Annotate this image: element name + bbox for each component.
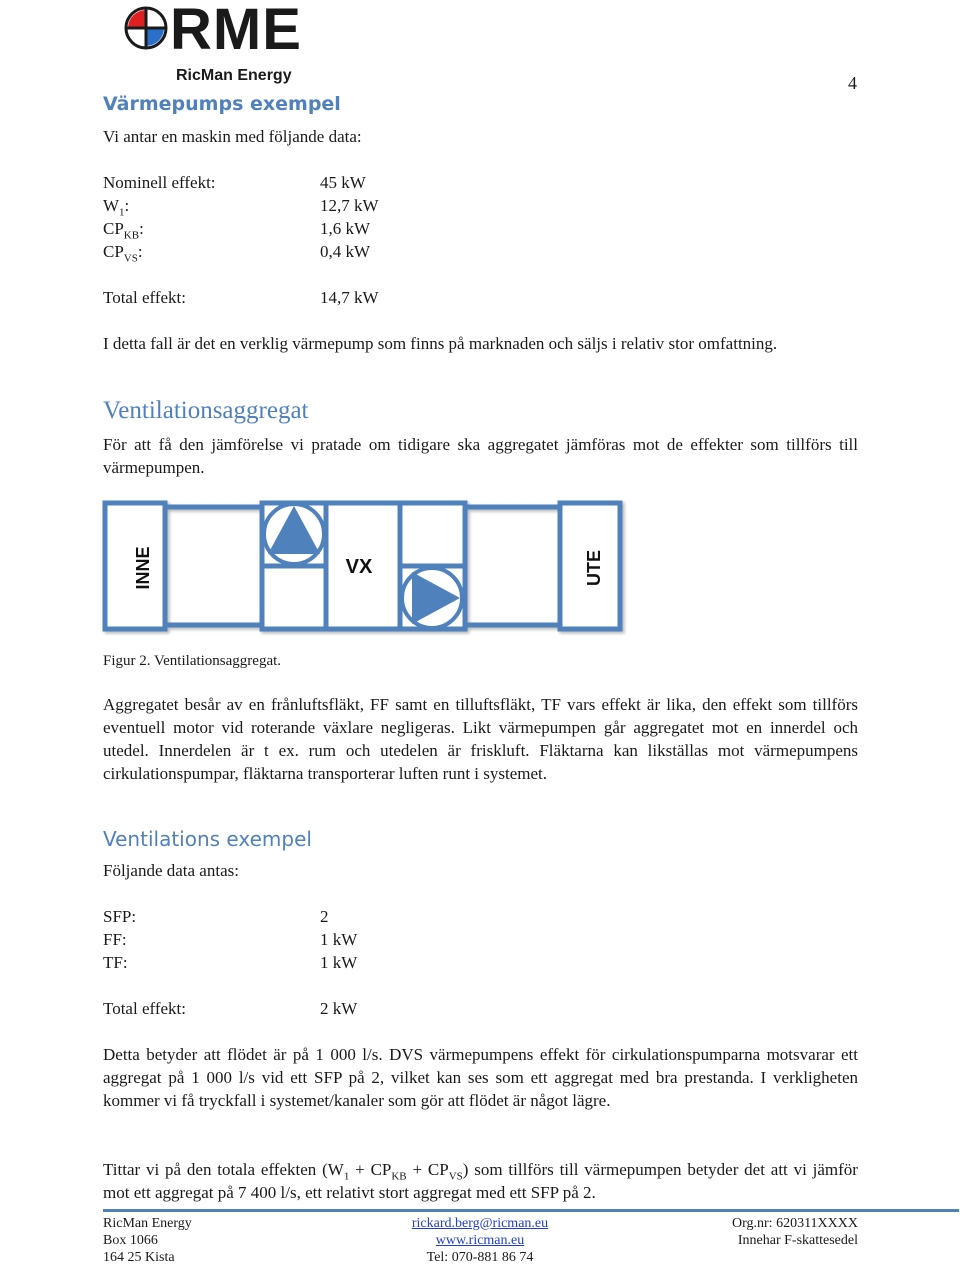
row-value: 2 <box>320 907 329 926</box>
section-heading-heatpump: Värmepumps exempel <box>103 93 341 115</box>
total-value: 14,7 kW <box>320 288 379 307</box>
footer-city: 164 25 Kista <box>103 1250 175 1265</box>
section-intro: Vi antar en maskin med följande data: <box>103 127 362 146</box>
footer-company: RicMan Energy <box>103 1216 192 1231</box>
page-number: 4 <box>848 73 857 93</box>
logo-emblem <box>124 6 168 50</box>
row-label: $CP_{VS}$: <box>103 242 143 265</box>
footer-divider <box>103 1209 959 1212</box>
footer-tax: Innehar F-skattesedel <box>737 1233 858 1248</box>
row-label: FF: <box>103 930 127 949</box>
label-vx: VX <box>345 556 373 578</box>
section-intro: Följande data antas: <box>103 861 239 880</box>
paragraph: För att få den jämförelse vi pratade om tidigare ska aggregatet jämföras mot de effekter som tillförs till värmepumpen. <box>103 435 858 477</box>
row-label: $W_1$: <box>103 196 130 219</box>
footer-right <box>680 1215 858 1249</box>
logo-subtitle: RicMan Energy <box>176 67 292 84</box>
label-ute: UTE <box>584 550 604 586</box>
paragraph-final: Tittar vi på den totala effekten $(W_1 + CP_{KB} + CP_{VS})$ som tillförs till värmepumpen betyder det att vi jämför mot ett aggregat på 7 400 l/s, ett relativt stort aggregat med ett SFP på 2. <box>103 1160 858 1202</box>
row-value: 1 kW <box>320 953 358 972</box>
paragraph: I detta fall är det en verklig värmepump som finns på marknaden och säljs i relativ stor omfattning. <box>103 334 778 353</box>
row-value: 1,6 kW <box>320 219 371 238</box>
section-heading-ventilation-example: Ventilations exempel <box>103 827 312 851</box>
footer-box: Box 1066 <box>103 1233 158 1248</box>
label-inne: INNE <box>133 546 153 590</box>
row-label: TF: <box>103 953 128 972</box>
footer-left <box>103 1215 192 1266</box>
total-label: Total effekt: <box>103 999 186 1018</box>
footer-web-link[interactable]: www.ricman.eu <box>435 1233 525 1248</box>
row-label: Nominell effekt: <box>103 173 216 192</box>
ventilation-diagram <box>100 498 630 638</box>
footer-center <box>380 1215 580 1266</box>
company-logo <box>124 0 314 88</box>
row-value: 45 kW <box>320 173 366 192</box>
total-value: 2 kW <box>320 999 358 1018</box>
figure-caption: Figur 2. Ventilationsaggregat. <box>103 653 282 669</box>
total-label: Total effekt: <box>103 288 186 307</box>
paragraph: Detta betyder att flödet är på 1 000 l/s. DVS värmepumpens effekt för cirkulationspumparna motsvarar ett aggregat på 1 000 l/s vid ett SFP på 2, vilket kan ses som ett aggregat med bra prestanda. I verkligheten kommer vi få tryckfall i systemet/kanaler som gör att flödet är något lägre. <box>103 1045 858 1110</box>
section-heading-ventilation: Ventilationsaggregat <box>103 397 309 424</box>
footer-org: Org.nr: 620311XXXX <box>732 1216 858 1231</box>
row-value: 0,4 kW <box>320 242 371 261</box>
row-value: 12,7 kW <box>320 196 379 215</box>
row-value: 1 kW <box>320 930 358 949</box>
logo-letters: RME <box>170 0 302 62</box>
row-label: SFP: <box>103 907 137 926</box>
paragraph: Aggregatet besår av en frånluftsfläkt, FF samt en tilluftsfläkt, TF vars effekt är lika, den effekt som tillförs eventuell motor vid roterande växlare negligeras. Likt värmepumpen går aggregatet mot en innerdel och utedel. Innerdelen är t ex. rum och utedelen är friskluft. Fläktarna kan likställas mot värmepumpens cirkulationspumpar, fläktarna transporterar luften runt i systemet. <box>103 695 858 783</box>
footer-tel: Tel: 070-881 86 74 <box>426 1250 534 1265</box>
footer-email-link[interactable]: rickard.berg@ricman.eu <box>411 1216 549 1231</box>
row-label: $CP_{KB}$: <box>103 219 144 242</box>
